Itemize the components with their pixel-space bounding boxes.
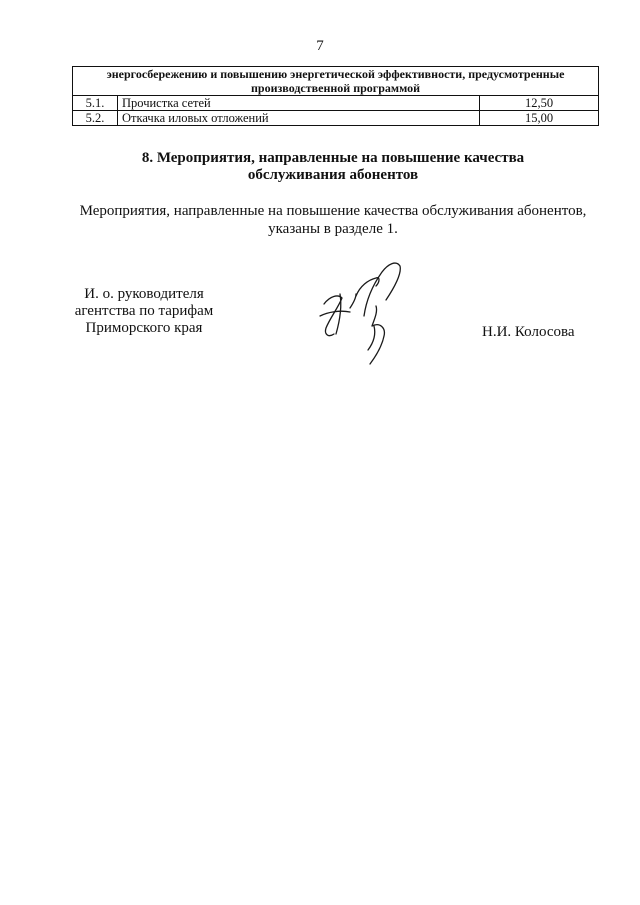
page-number: 7 — [316, 38, 324, 54]
signer-position — [64, 286, 224, 337]
measures-table — [72, 66, 599, 126]
section-title — [0, 150, 640, 184]
table-section-header-line1: энергосбережению и повышению энергетической эффективности, предусмотренные — [106, 67, 565, 81]
table-section-header — [73, 67, 599, 96]
row-value: 15,00 — [480, 111, 599, 126]
signer-position-line1: И. о. руководителя — [84, 286, 204, 302]
signer-name: Н.И. Колосова — [482, 324, 575, 340]
section-body — [0, 202, 640, 238]
table-row — [73, 111, 599, 126]
row-value: 12,50 — [480, 96, 599, 111]
row-name: Откачка иловых отложений — [118, 111, 480, 126]
signer-position-line3: Приморского края — [85, 320, 203, 336]
section-body-line2: указаны в разделе 1. — [268, 221, 398, 237]
section-title-line2: обслуживания абонентов — [247, 167, 419, 183]
row-number: 5.1. — [73, 96, 118, 111]
table-section-header-row — [73, 67, 599, 96]
table-section-header-line2: производственной программой — [250, 81, 421, 95]
handwritten-signature — [316, 256, 408, 366]
row-number: 5.2. — [73, 111, 118, 126]
signer-position-line2: агентства по тарифам — [74, 303, 214, 319]
section-body-line1: Мероприятия, направленные на повышение качества обслуживания абонентов, — [79, 203, 587, 219]
section-title-line1: 8. Мероприятия, направленные на повышение качества — [141, 150, 525, 166]
row-name: Прочистка сетей — [118, 96, 480, 111]
table-row — [73, 96, 599, 111]
